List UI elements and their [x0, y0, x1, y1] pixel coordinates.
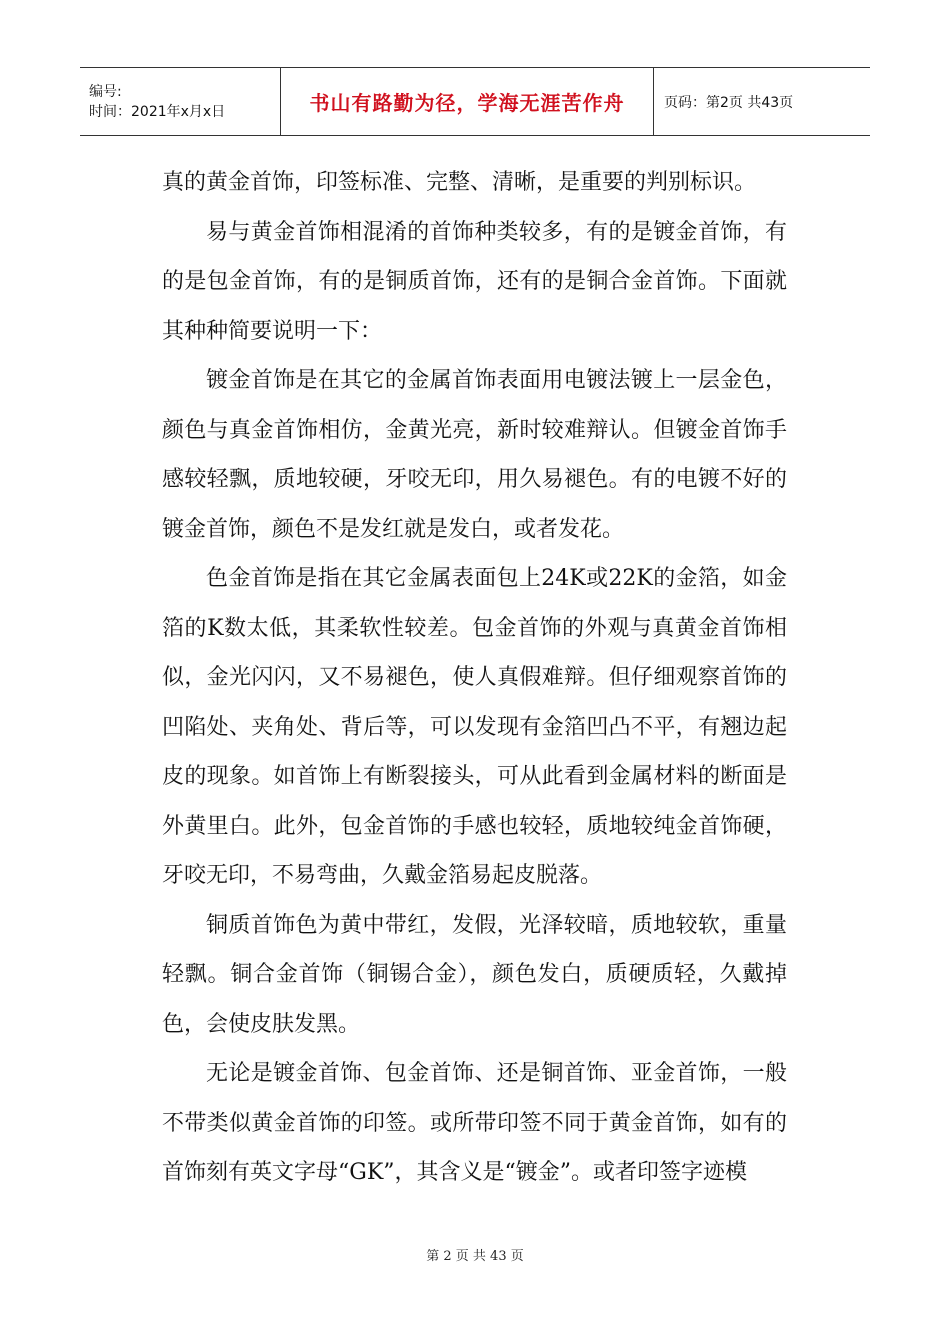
- page-code: 页码：第2页 共43页: [664, 94, 794, 111]
- paragraph: 镀金首饰是在其它的金属首饰表面用电镀法镀上一层金色，颜色与真金首饰相仿，金黄光亮，新时较难辩认。但镀金首饰手感较轻飘，质地较硬，牙咬无印，用久易褪色。有的电镀不好的镀金首饰，颜色不是发红就是发白，或者发花。: [162, 368, 787, 542]
- header-motto-cell: [281, 68, 654, 136]
- paragraph: 真的黄金首饰，印签标准、完整、清晰，是重要的判别标识。: [162, 170, 757, 195]
- paragraph: 色金首饰是指在其它金属表面包上24K或22K的金箔，如金箔的K数太低，其柔软性较差。包金首饰的外观与真黄金首饰相似，金光闪闪，又不易褪色，使人真假难辩。但仔细观察首饰的凹陷处、夹角处、背后等，可以发现有金箔凹凸不平，有翘边起皮的现象。如首饰上有断裂接头，可从此看到金属材料的断面是外黄里白。此外，包金首饰的手感也较轻，质地较纯金首饰硬，牙咬无印，不易弯曲，久戴金箔易起皮脱落。: [162, 566, 787, 888]
- paragraph: 无论是镀金首饰、包金首饰、还是铜首饰、亚金首饰，一般不带类似黄金首饰的印签。或所带印签不同于黄金首饰，如有的首饰刻有英文字母“GK”，其含义是“镀金”。或者印签字迹模: [162, 1061, 787, 1185]
- header-meta-cell: [80, 68, 281, 136]
- time-label: 时间：2021年x月x日: [89, 103, 226, 120]
- body-text: [162, 158, 787, 1198]
- page-footer: 第 2 页 共 43 页: [426, 1249, 524, 1264]
- number-label: 编号:: [89, 83, 122, 100]
- document-header: [80, 67, 870, 136]
- paragraph: 铜质首饰色为黄中带红，发假，光泽较暗，质地较软，重量轻飘。铜合金首饰（铜锡合金），颜色发白，质硬质轻，久戴掉色，会使皮肤发黑。: [162, 912, 787, 1037]
- header-page-cell: [654, 68, 871, 136]
- paragraph: 易与黄金首饰相混淆的首饰种类较多，有的是镀金首饰，有的是包金首饰，有的是铜质首饰，还有的是铜合金首饰。下面就其种种简要说明一下：: [162, 219, 787, 344]
- motto-text: 书山有路勤为径，学海无涯苦作舟: [309, 91, 625, 115]
